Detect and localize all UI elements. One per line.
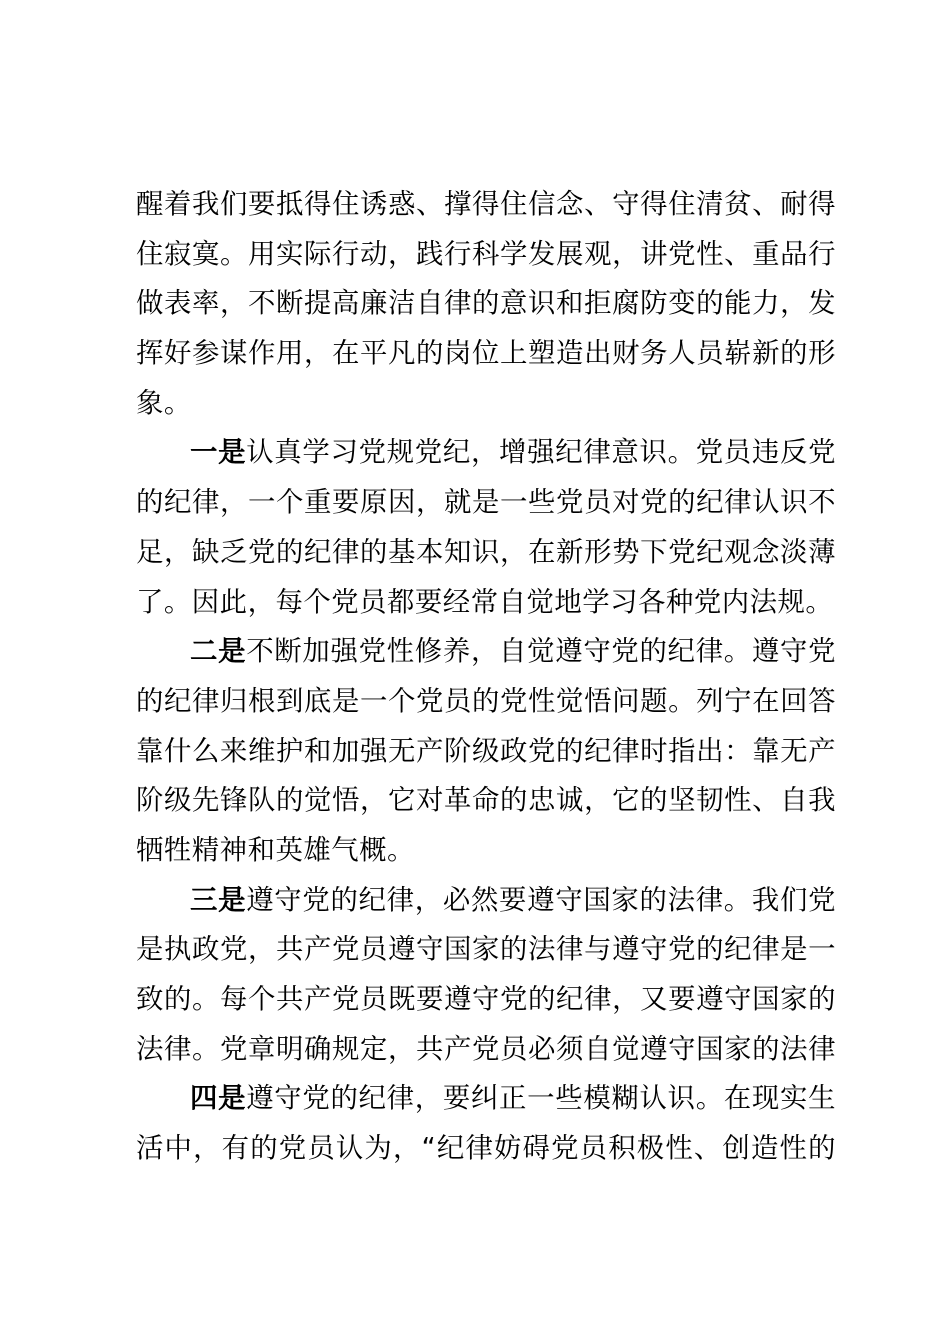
section-lead: 三是: [190, 884, 247, 916]
text-line: 足，缺乏党的纪律的基本知识，在新形势下党纪观念淡薄: [136, 536, 836, 568]
text-line: 象。: [136, 387, 192, 419]
section-paragraph-1: [136, 428, 836, 627]
text-line: [136, 428, 836, 478]
text-line: 牺牲精神和英雄气概。: [136, 834, 415, 866]
section-paragraph-3: [136, 876, 836, 1075]
text-line: 的纪律，一个重要原因，就是一些党员对党的纪律认识不: [136, 487, 836, 519]
section-lead: 二是: [190, 636, 247, 668]
text-line: 的纪律归根到底是一个党员的党性觉悟问题。列宁在回答: [136, 685, 836, 717]
section-first-line: 遵守党的纪律，要纠正一些模糊认识。在现实生: [246, 1083, 836, 1115]
text-line: 活中，有的党员认为，“纪律妨碍党员积极性、创造性的: [136, 1133, 836, 1165]
text-line: [136, 876, 836, 926]
text-line: 了。因此，每个党员都要经常自觉地学习各种党内法规。: [136, 586, 834, 618]
text-line: 住寂寞。用实际行动，践行科学发展观，讲党性、重品行: [136, 238, 836, 270]
section-lead: 四是: [190, 1083, 247, 1115]
section-lead: 一是: [190, 437, 247, 469]
text-line: 致的。每个共产党员既要遵守党的纪律，又要遵守国家的: [136, 984, 836, 1015]
text-line: 法律。党章明确规定，共产党员必须自觉遵守国家的法律: [136, 1033, 836, 1065]
document-body: [136, 180, 836, 1174]
text-line: 挥好参谋作用，在平凡的岗位上塑造出财务人员崭新的形: [136, 338, 836, 370]
intro-paragraph: [136, 180, 836, 428]
text-line: [136, 627, 836, 677]
text-line: 阶级先锋队的觉悟，它对革命的忠诚，它的坚韧性、自我: [136, 785, 836, 817]
text-line: 是执政党，共产党员遵守国家的法律与遵守党的纪律是一: [136, 934, 836, 966]
text-line: 做表率，不断提高廉洁自律的意识和拒腐防变的能力，发: [136, 288, 836, 320]
section-first-line: 认真学习党规党纪，增强纪律意识。党员违反党: [246, 437, 836, 469]
section-paragraph-4: [136, 1074, 836, 1173]
text-line: [136, 1074, 836, 1124]
text-line: 醒着我们要抵得住诱惑、撑得住信念、守得住清贫、耐得: [136, 189, 836, 220]
section-paragraph-2: [136, 627, 836, 875]
text-line: 靠什么来维护和加强无产阶级政党的纪律时指出：靠无产: [136, 735, 836, 767]
section-first-line: 遵守党的纪律，必然要遵守国家的法律。我们党: [246, 884, 836, 916]
section-first-line: 不断加强党性修养，自觉遵守党的纪律。遵守党: [246, 636, 836, 668]
